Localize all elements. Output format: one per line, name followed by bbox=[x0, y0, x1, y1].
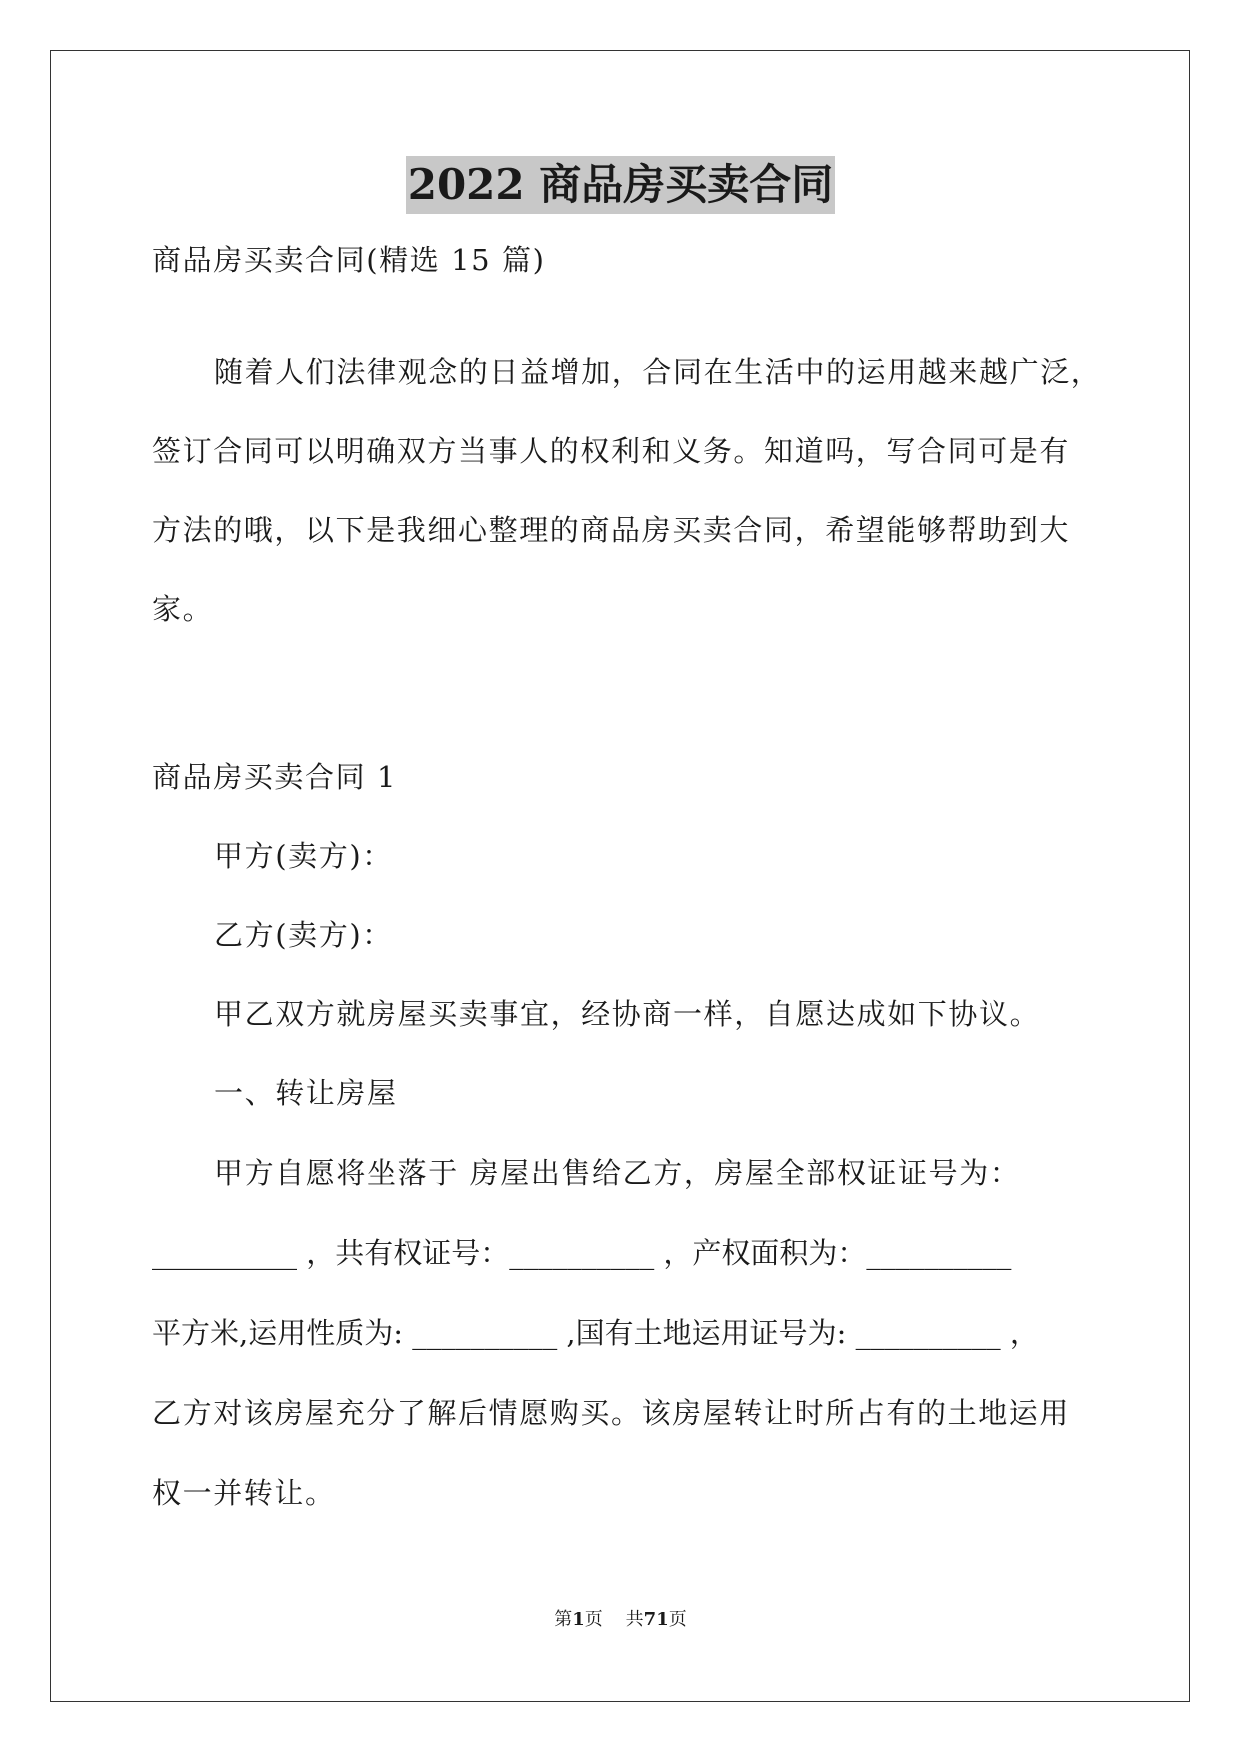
intro-line-4: 家。 bbox=[152, 592, 214, 626]
clause-one-line-5: 权一并转让。 bbox=[152, 1476, 336, 1510]
intro-line-3: 方法的哦，以下是我细心整理的商品房买卖合同，希望能够帮助到大 bbox=[152, 513, 1071, 547]
footer-current-page: 1 bbox=[572, 1609, 585, 1630]
agreement-statement: 甲乙双方就房屋买卖事宜，经协商一样，自愿达成如下协议。 bbox=[214, 997, 1041, 1031]
clause-one-line-4: 乙方对该房屋充分了解后情愿购买。该房屋转让时所占有的土地运用 bbox=[152, 1396, 1071, 1430]
footer-suffix: 页 bbox=[668, 1609, 687, 1630]
section-heading: 商品房买卖合同 1 bbox=[152, 760, 398, 794]
intro-line-2: 签订合同可以明确双方当事人的权利和义务。知道吗，写合同可是有 bbox=[152, 434, 1071, 468]
party-b-label: 乙方(卖方)： bbox=[214, 918, 393, 952]
page-border bbox=[50, 50, 1190, 1702]
clause-one-line-2: __________ ，共有权证号：__________ ，产权面积为：__________ bbox=[152, 1236, 1012, 1270]
document-title: 2022 商品房买卖合同 bbox=[406, 156, 836, 214]
clause-one-heading: 一、转让房屋 bbox=[214, 1076, 398, 1110]
page-footer bbox=[0, 1608, 1241, 1632]
intro-line-1: 随着人们法律观念的日益增加，合同在生活中的运用越来越广泛， bbox=[214, 355, 1102, 389]
clause-one-line-3: 平方米,运用性质为: __________ ,国有土地运用证号为: __________ ， bbox=[152, 1316, 1039, 1350]
party-a-label: 甲方(卖方)： bbox=[214, 839, 393, 873]
footer-prefix: 第 bbox=[554, 1609, 573, 1630]
title-container bbox=[0, 156, 1241, 214]
clause-one-line-1: 甲方自愿将坐落于 房屋出售给乙方，房屋全部权证证号为： bbox=[214, 1156, 1021, 1190]
document-subtitle: 商品房买卖合同(精选 15 篇) bbox=[152, 243, 546, 277]
footer-total-pages: 71 bbox=[643, 1609, 669, 1630]
footer-mid: 页 共 bbox=[584, 1609, 644, 1630]
